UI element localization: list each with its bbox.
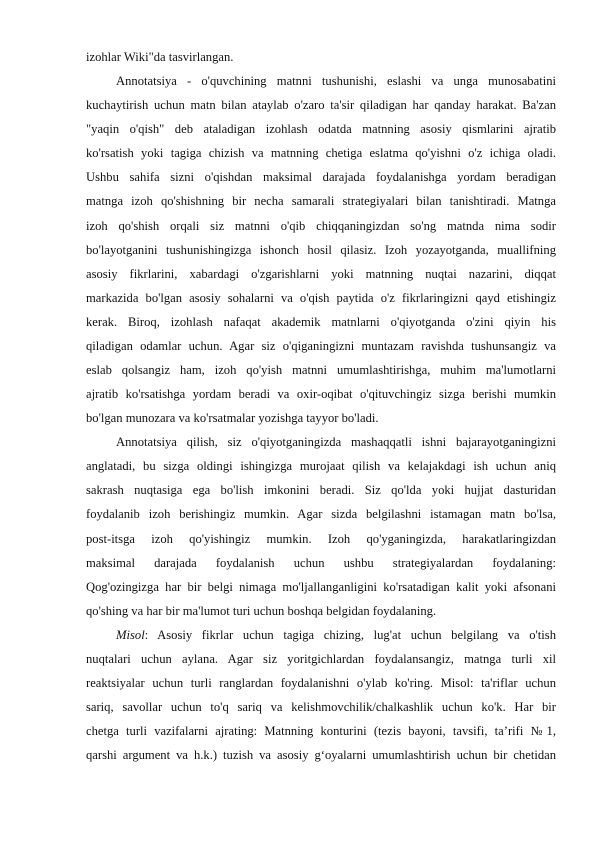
text-line: chetga turli vazifalarni ajrating: Matnning konturini (tezis bayoni, tavsifi, ta’rifi №1,: [86, 724, 556, 739]
text-line: Qog'ozingizga har bir belgi nimaga mo'ljallanganligini ko'rsatadigan kalit yoki afsonani: [86, 579, 556, 594]
text-line: markazida bo'lgan asosiy sohalarni va o'qish paytida o'z fikrlaringizni qayd etishingiz: [86, 290, 556, 305]
paragraph-annotation-benefits: [86, 430, 556, 623]
text-line: izoh qo'shish orqali siz matnni o'qib chiqqaningizdan so'ng matnda nima sodir: [86, 218, 556, 233]
text-line: Annotatsiya - o'quvchining matnni tushunishi, eslashi va unga munosabatini: [116, 74, 556, 89]
text-line: matnga izoh qo'shishning bir necha samarali strategiyalari bilan tanishtiradi. Matnga: [86, 194, 556, 209]
text-line: maksimal darajada foydalanish uchun ushbu strategiyalardan foydalaning:: [86, 555, 556, 570]
text-line: Annotatsiya qilish, siz o'qiyotganingizda mashaqqatli ishni bajarayotganingizni: [116, 435, 556, 450]
text-line: "yaqin o'qish" deb ataladigan izohlash odatda matnning asosiy qismlarini ajratib: [86, 122, 556, 137]
text-line: kerak. Biroq, izohlash nafaqat akademik matnlarni o'qiyotganda o'zini qiyin his: [86, 314, 556, 329]
text-line: nuqtalari uchun aylana. Agar siz yoritgichlardan foydalansangiz, matnga turli xil: [86, 651, 556, 666]
text-line: izohlar Wiki"da tasvirlangan.: [86, 50, 234, 64]
text-line: ko'rsatish yoki tagiga chizish va matnning chetiga eslatma qo'yishni o'z ichiga oladi.: [86, 146, 556, 161]
text-run: : Asosiy fikrlar uchun tagiga chizing, lug'at uchun belgilang va o'tish: [144, 627, 556, 642]
paragraph-intro-tail: [86, 45, 556, 69]
text-line: qiladigan odamlar uchun. Agar siz o'qiganingizni muntazam ravishda tushunsangiz va: [86, 338, 556, 353]
text-line: kuchaytirish uchun matn bilan ataylab o'zaro ta'sir qiladigan har qanday harakat. Ba'zan: [86, 98, 556, 113]
text-line: qo'shing va har bir ma'lumot turi uchun boshqa belgidan foydalaning.: [86, 603, 437, 618]
text-line: ajratib ko'rsatishga yordam beradi va oxir-oqibat o'qituvchingiz sizga berishi mumkin: [86, 387, 556, 402]
text-line: post-itsga izoh qo'yishingiz mumkin. Izoh qo'yganingizda, harakatlaringizdan: [86, 531, 556, 546]
text-line: foydalanib izoh berishingiz mumkin. Agar sizda belgilashni istamagan matn bo'lsa,: [86, 507, 556, 522]
text-line: eslab qolsangiz ham, izoh qo'yish matnni umumlashtirishga, muhim ma'lumotlarni: [86, 363, 556, 378]
text-line: asosiy fikrlarini, xabardagi o'zgarishlarni yoki matnning nuqtai nazarini, diqqat: [86, 266, 556, 281]
text-line: sariq, savollar uchun to'q sariq va kelishmovchilik/chalkashlik uchun ko'k. Har bir: [86, 700, 556, 715]
paragraph-example: [86, 623, 556, 767]
text-line: bo'layotganini tushunishingizga ishonch hosil qilasiz. Izoh yozayotganda, muallifning: [86, 242, 556, 257]
text-line: reaktsiyalar uchun turli ranglardan foydalanishni o'ylab ko'ring. Misol: ta'riflar uchun: [86, 676, 556, 691]
text-line: qarshi argument va h.k.) tuzish va asosiy g‘oyalarni umumlashtirish uchun bir chetidan: [86, 748, 556, 763]
document-page: [86, 45, 556, 767]
text-line: anglatadi, bu sizga oldingi ishingizga murojaat qilish va kelajakdagi ish uchun aniq: [86, 459, 556, 474]
text-line: bo'lgan munozara va ko'rsatmalar yozishga tayyor bo'ladi.: [86, 411, 379, 426]
example-label: Misol: [116, 627, 145, 642]
text-line: Ushbu sahifa sizni o'qishdan maksimal darajada foydalanishga yordam beradigan: [86, 170, 556, 185]
text-line: sakrash nuqtasiga ega bo'lish imkonini beradi. Siz qo'lda yoki hujjat dasturidan: [86, 483, 556, 498]
text-line: [86, 623, 556, 647]
paragraph-annotation-definition: [86, 69, 556, 430]
